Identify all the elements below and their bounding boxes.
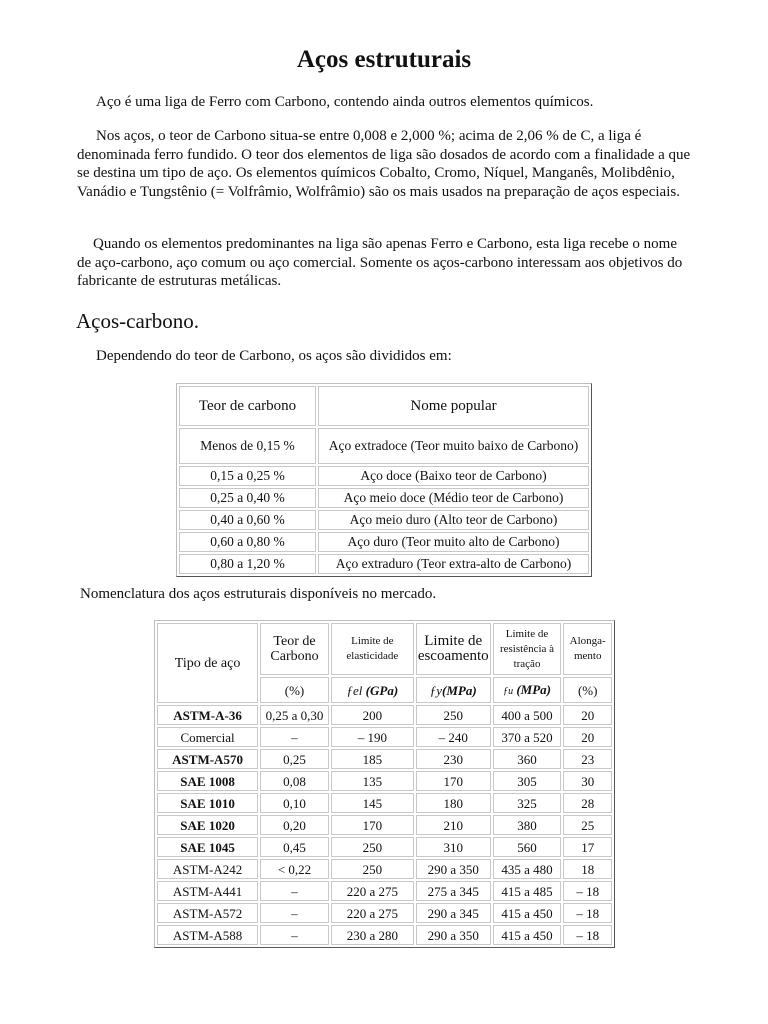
table-row [179, 532, 589, 552]
carbon-cell: – [260, 727, 329, 747]
elongation-cell: 18 [563, 859, 612, 879]
unit-label: (MPa) [516, 681, 551, 697]
tensile-cell: 360 [493, 749, 562, 769]
carbon-cell: 0,10 [260, 793, 329, 813]
unit-carbon: (%) [260, 677, 329, 703]
unit-symbol: ƒu [503, 685, 514, 697]
unit-label: (MPa) [442, 682, 477, 698]
column-header-tensile: Limite de resistência à tração [493, 623, 562, 675]
yield-cell: 170 [416, 771, 491, 791]
table-row [157, 881, 612, 901]
column-header-carbon: Teor de carbono [179, 386, 316, 426]
elongation-cell: – 18 [563, 903, 612, 923]
unit-symbol: ƒy [429, 682, 443, 698]
column-header-elasticity: Limite de elasticidade [331, 623, 414, 675]
elongation-cell: 23 [563, 749, 612, 769]
carbon-cell: 0,25 a 0,40 % [179, 488, 316, 508]
carbon-cell: 0,20 [260, 815, 329, 835]
yield-cell: 290 a 350 [416, 859, 491, 879]
steel-type-cell: ASTM-A572 [157, 903, 258, 923]
yield-cell: – 240 [416, 727, 491, 747]
elasticity-cell: 250 [331, 837, 414, 857]
carbon-cell: – [260, 903, 329, 923]
elasticity-cell: 200 [331, 705, 414, 725]
column-header-elongation: Alonga-mento [563, 623, 612, 675]
yield-cell: 310 [416, 837, 491, 857]
tensile-cell: 305 [493, 771, 562, 791]
carbon-classification-table [176, 383, 592, 577]
column-header-yield: Limite de escoamento [416, 623, 491, 675]
tensile-cell: 415 a 450 [493, 903, 562, 923]
table2-intro: Nomenclatura dos aços estruturais disponíveis no mercado. [80, 586, 437, 602]
carbon-cell: 0,40 a 0,60 % [179, 510, 316, 530]
column-header-carbon: Teor de Carbono [260, 623, 329, 675]
carbon-cell: 0,15 a 0,25 % [179, 466, 316, 486]
unit-symbol: ƒel [346, 682, 363, 698]
carbon-cell: 0,25 [260, 749, 329, 769]
elasticity-cell: 135 [331, 771, 414, 791]
table-row [157, 705, 612, 725]
tensile-cell: 380 [493, 815, 562, 835]
table-row [157, 925, 612, 945]
table-row [179, 488, 589, 508]
carbon-cell: Menos de 0,15 % [179, 428, 316, 464]
table-row [179, 554, 589, 574]
elasticity-cell: 220 a 275 [331, 881, 414, 901]
yield-cell: 210 [416, 815, 491, 835]
tensile-cell: 370 a 520 [493, 727, 562, 747]
table-row [157, 793, 612, 813]
name-cell: Aço extradoce (Teor muito baixo de Carbono) [318, 428, 589, 464]
table-row [157, 903, 612, 923]
name-cell: Aço extraduro (Teor extra-alto de Carbono) [318, 554, 589, 574]
unit-tensile [493, 677, 562, 703]
carbon-cell: – [260, 925, 329, 945]
yield-cell: 290 a 345 [416, 903, 491, 923]
elasticity-cell: 220 a 275 [331, 903, 414, 923]
elasticity-cell: – 190 [331, 727, 414, 747]
tensile-cell: 435 a 480 [493, 859, 562, 879]
yield-cell: 250 [416, 705, 491, 725]
steel-type-cell: ASTM-A441 [157, 881, 258, 901]
elasticity-cell: 250 [331, 859, 414, 879]
table-row [179, 466, 589, 486]
elongation-cell: 25 [563, 815, 612, 835]
column-header-type: Tipo de aço [157, 623, 258, 703]
tensile-cell: 400 a 500 [493, 705, 562, 725]
carbon-cell: 0,45 [260, 837, 329, 857]
table-row [157, 771, 612, 791]
unit-label: (GPa) [365, 682, 399, 698]
yield-cell: 180 [416, 793, 491, 813]
yield-cell: 290 a 350 [416, 925, 491, 945]
tensile-cell: 415 a 450 [493, 925, 562, 945]
name-cell: Aço meio doce (Médio teor de Carbono) [318, 488, 589, 508]
yield-cell: 275 a 345 [416, 881, 491, 901]
structural-steel-table [154, 620, 615, 948]
page-title: Aços estruturais [296, 46, 472, 73]
column-header-name: Nome popular [318, 386, 589, 426]
elasticity-cell: 145 [331, 793, 414, 813]
elongation-cell: – 18 [563, 881, 612, 901]
paragraph-intro: Aço é uma liga de Ferro com Carbono, contendo ainda outros elementos químicos. [96, 94, 594, 110]
elongation-cell: 28 [563, 793, 612, 813]
steel-type-cell: SAE 1045 [157, 837, 258, 857]
table-row [157, 815, 612, 835]
unit-elasticity [331, 677, 414, 703]
name-cell: Aço meio duro (Alto teor de Carbono) [318, 510, 589, 530]
name-cell: Aço duro (Teor muito alto de Carbono) [318, 532, 589, 552]
yield-cell: 230 [416, 749, 491, 769]
elongation-cell: 30 [563, 771, 612, 791]
elongation-cell: 20 [563, 727, 612, 747]
steel-type-cell: SAE 1008 [157, 771, 258, 791]
carbon-cell: 0,60 a 0,80 % [179, 532, 316, 552]
unit-yield [416, 677, 491, 703]
elongation-cell: – 18 [563, 925, 612, 945]
elasticity-cell: 185 [331, 749, 414, 769]
elasticity-cell: 170 [331, 815, 414, 835]
steel-type-cell: ASTM-A570 [157, 749, 258, 769]
tensile-cell: 560 [493, 837, 562, 857]
table-row [157, 859, 612, 879]
table-row [157, 837, 612, 857]
table-header-row [179, 386, 589, 426]
steel-type-cell: Comercial [157, 727, 258, 747]
elongation-cell: 20 [563, 705, 612, 725]
steel-type-cell: SAE 1020 [157, 815, 258, 835]
section-heading: Aços-carbono. [76, 309, 200, 333]
unit-elongation: (%) [563, 677, 612, 703]
paragraph-carbon-steel: Quando os elementos predominantes na liga são apenas Ferro e Carbono, esta liga recebe o nome de aço-carbono, aço comum ou aço comercial. Somente os aços-carbono interessam aos objetivos do fabricante de estruturas metálicas. [77, 236, 683, 290]
table-row [179, 510, 589, 530]
tensile-cell: 325 [493, 793, 562, 813]
table1-intro: Dependendo do teor de Carbono, os aços são divididos em: [96, 348, 452, 364]
table-row [179, 428, 589, 464]
carbon-cell: – [260, 881, 329, 901]
table-row [157, 749, 612, 769]
table-row [157, 727, 612, 747]
name-cell: Aço doce (Baixo teor de Carbono) [318, 466, 589, 486]
steel-type-cell: ASTM-A242 [157, 859, 258, 879]
carbon-cell: 0,25 a 0,30 [260, 705, 329, 725]
carbon-cell: < 0,22 [260, 859, 329, 879]
tensile-cell: 415 a 485 [493, 881, 562, 901]
carbon-cell: 0,08 [260, 771, 329, 791]
carbon-cell: 0,80 a 1,20 % [179, 554, 316, 574]
elongation-cell: 17 [563, 837, 612, 857]
steel-type-cell: ASTM-A588 [157, 925, 258, 945]
paragraph-carbon-content: Nos aços, o teor de Carbono situa-se entre 0,008 e 2,000 %; acima de 2,06 % de C, a liga é denominada ferro fundido. O teor dos elementos de liga são dosados de acordo com a finalidade a que se destina um tipo de aço. Os elementos químicos Cobalto, Cromo, Níquel, Manganês, Molibdênio, Vanádio e Tungstênio (= Volfrâmio, Wolfrâmio) são os mais usados na preparação de aços especiais. [77, 128, 691, 200]
elasticity-cell: 230 a 280 [331, 925, 414, 945]
table-header-row [157, 623, 612, 675]
steel-type-cell: SAE 1010 [157, 793, 258, 813]
steel-type-cell: ASTM-A-36 [157, 705, 258, 725]
